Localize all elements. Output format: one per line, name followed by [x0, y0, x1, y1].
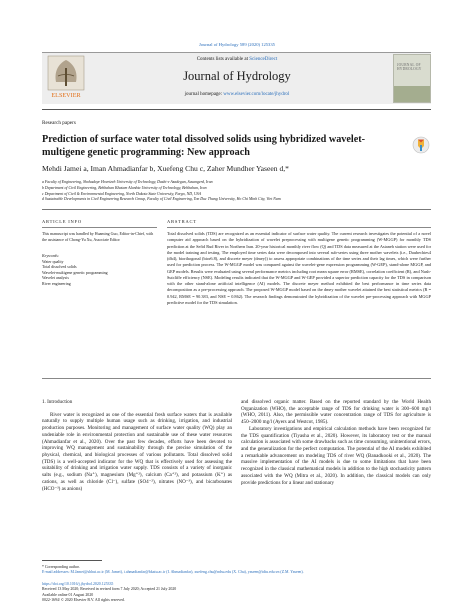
cover-title: JOURNAL OF HYDROLOGY: [397, 63, 422, 71]
footnote-divider: [42, 560, 102, 561]
header-divider: [42, 109, 431, 110]
introduction-heading: 1. Introduction: [42, 399, 73, 405]
body-left-column: [42, 399, 232, 492]
keywords-label: Keywords:: [42, 253, 60, 258]
crossmark-icon[interactable]: [412, 136, 430, 154]
journal-cover-thumbnail: [393, 54, 431, 103]
body-paragraph: Laboratory investigations and empirical calculation methods have been recognized for the TDS quantification (Tiyasha et al., 2020). However, its laboratory test or the manual calculation is associated with some drawbacks such as time consuming, unintentional errors, and the generalization for the perfect computation. The potential of the AI models exhibited a remarkable advancement on modeling TDS of river WQ (Banadkooki et al., 2020). The massive implementation of the AI models is due to some limitations that have been recognized in the classical mathematical models in addition to the high stochasticity pattern associated with the WQ (Mitra et al., 2020). In addition, the classical models can only provide predictions for a linear and stationary: [241, 425, 431, 486]
article-type: Research papers: [42, 120, 76, 126]
affiliation-b: b Department of Civil Engineering, Behbahan Khatam Alanbia University of Technology, Behbahan, Iran: [42, 185, 207, 190]
body-right-column: [241, 399, 431, 486]
affiliation-c: c Department of Civil & Environmental Engineering, North Dakota State University, Fargo, ND, USA: [42, 191, 202, 196]
keyword-item: Total dissolved solids: [42, 264, 77, 270]
contents-prefix: Contents lists available at: [196, 57, 248, 62]
keyword-item: River engineering: [42, 280, 71, 286]
affiliation-d: d Sustainable Developments in Civil Engineering Research Group, Faculty of Civil Engineering, Ton Duc Thang University, Ho Chi Minh City, Viet Nam: [42, 197, 281, 202]
received-dates: Received 13 May 2020; Received in revised form 7 July 2020; Accepted 21 July 2020: [42, 587, 177, 592]
keywords-block: [42, 253, 157, 287]
abstract-divider: [167, 227, 431, 228]
article-info-divider: [42, 227, 157, 228]
sciencedirect-link[interactable]: ScienceDirect: [249, 57, 278, 62]
publication-info: [42, 582, 432, 604]
copyright-notice: 0022-1694/ © 2020 Elsevier B.V. All rights reserved.: [42, 598, 125, 603]
handling-editor-note: This manuscript was handled by Huaming Guo, Editor-in-Chief, with the assistance of Chong-Yu Xu, Associate Editor: [42, 231, 154, 242]
affiliations: [42, 180, 432, 203]
article-title: Prediction of surface water total dissolved solids using hybridized wavelet-multigene genetic programming: New approach: [42, 134, 366, 158]
journal-title: Journal of Hydrology: [183, 69, 291, 83]
introduction-paragraph: River water is recognized as one of the essential fresh surface waters that is available naturally to supply multiple human usage such as drinking, irrigation, and industrial production purposes. Monitoring and management of surface water quality (WQ) play an undeniable role in environmental protection and sustainable use of these water resources (Ahmadianfar et al., 2020). Over the past few decades, efforts have been devoted to improving WQ management and sustainability through the precise simulation of the physical, chemical, and biological processes of various pollutants. Total dissolved solid (TDS) is a well-accepted indicator for the WQ that is effectively used for assessing the suitability of drinking and irrigation water supply. TDS consists of a variety of inorganic salts (e.g., sodium (Na⁺), magnesium (Mg⁺²), calcium (Ca⁺²), and potassium (K⁺) as cations, as well as chloride (Cl⁻), sulfate (SO4⁻²), nitrates (NO⁻³), and bicarbonates (HCO⁻³) as anions): [42, 411, 232, 492]
affiliation-divider: [42, 209, 431, 210]
author-list: Mehdi Jamei a, Iman Ahmadianfar b, Xuefeng Chu c, Zaher Mundher Yaseen d,*: [42, 164, 289, 173]
affiliation-a: a Faculty of Engineering, Shohadaye Hoveizeh University of Technology, Dasht-e Azadegan, Susangerd, Iran: [42, 180, 213, 184]
corresponding-author-note: * Corresponding author.: [42, 565, 80, 569]
homepage-link[interactable]: www.elsevier.com/locate/jhydrol: [223, 92, 290, 97]
elsevier-logo-text: ELSEVIER: [51, 92, 81, 99]
abstract-end-divider: [42, 378, 431, 379]
available-online: Available online 01 August 2020: [42, 592, 94, 597]
doi-link[interactable]: https://doi.org/10.1016/j.jhydrol.2020.125335: [42, 582, 114, 586]
author-emails[interactable]: E-mail addresses: M.Jamei@shhut.ac.ir (M. Jamei), i.ahmadianfar@bkatu.ac.ir (I. Ahmadianfar), xuefeng.chu@ndsu.edu (X. Chu), yaseen@tdtu.edu.vn (Z.M. Yaseen).: [42, 570, 304, 575]
footnote-block: [42, 565, 432, 576]
keyword-item: Wavelet analysis: [42, 275, 69, 281]
homepage-prefix: journal homepage:: [184, 92, 223, 97]
abstract-label: ABSTRACT: [167, 219, 197, 224]
body-paragraph: and dissolved organic matter. Based on the reported standard by the World Health Organization (WHO), the acceptable range of TDS for drinking water is 300–600 mg/l (WHO, 2011). Also, the permissible water concentration range of TDS for agriculture is 450–2000 mg/l (Ayers and Westcot, 1985).: [241, 399, 431, 426]
article-info-label: ARTICLE INFO: [42, 219, 82, 224]
keyword-item: Water quality: [42, 258, 64, 264]
cover-band: [394, 86, 430, 102]
abstract-text: Total dissolved solids (TDS) are recognized as an essential indicator of surface water quality. The current research investigates the potential of a novel computer aid approach based on the hybridization of wavelet preprocessing with multigene genetic programming (W-MGGP) for monthly TDS prediction at the Sefid Rud River in Northern Iran. 20-year historical monthly river flow (Q) and TDS data measured at the Astaneh station were used for the model training and testing. The employed time series data were decomposed into several sub-series using three mother wavelets (i.e., Daubechies4 (db4), biorthogonal (bior6.8), and discrete meyer (dmey)) to assess appropriate combinations of the time series and their lag times, which were further used for prediction process. The W-MGGP model was compared against the wavelet-gene expression programming (W-GEP), stand-alone MGGP, and GEP models. Results were evaluated using several performance metrics including root mean square error (RMSE), correlation coefficient (R), and Nash-Sutcliffe efficiency (NSE). Modeling results indicated that the W-MGGP and W-GEP provided a superior prediction capacity for the TDS in comparison with the other stand-alone artificial intelligence (AI) models. The discrete meyer method exhibited the best performance in time series data decomposition as a pre-processing approach. The proposed W-MGGP model based on the dmey mother wavelet attained the best statistical metrics (R = 0.942, RMSE = 90.383, and NSE = 0.862). The research findings demonstrated the hybridization of the wavelet pre-processing approach with MGGP predictive model for the TDS simulation.: [167, 231, 431, 305]
keyword-item: Wavelet-multigene genetic programming: [42, 269, 108, 275]
journal-citation[interactable]: Journal of Hydrology 589 (2020) 125335: [199, 42, 275, 47]
